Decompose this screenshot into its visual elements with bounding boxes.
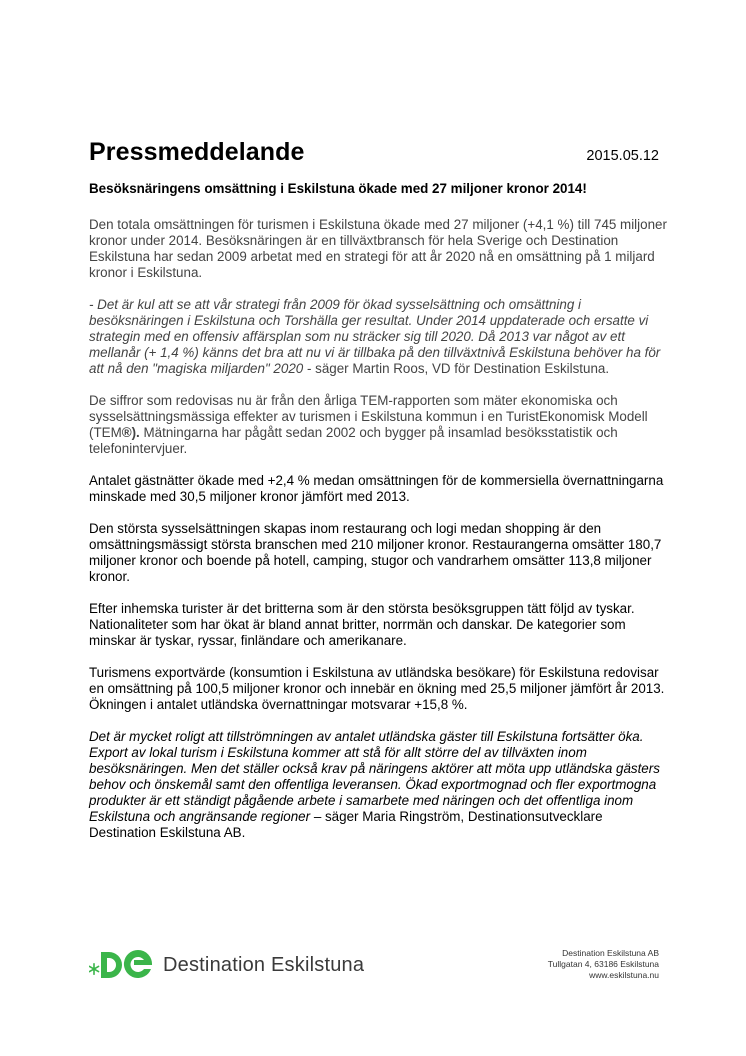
tem-mark: ®). (121, 425, 140, 440)
company-address (548, 948, 659, 981)
paragraph-tem (89, 393, 669, 457)
document-title: Pressmeddelande (89, 138, 305, 166)
tem-text: De siffror som redovisas nu är från den årliga TEM-rapporten som mäter ekonomiska och sysselsättningsmässiga effekter av turismen i Eskilstuna kommun i en TuristEkonomisk Modell (TEM (89, 393, 648, 440)
paragraph-nationalities: Efter inhemska turister är det britterna som är den största besöksgruppen tätt följd av tyskar. Nationaliteter som har ökat är bland annat britter, norrmän och danskar. De kategorier som minskar är tyskar, ryssar, finländare och amerikanare. (89, 601, 635, 648)
headline: Besöksnäringens omsättning i Eskilstuna ökade med 27 miljoner kronor 2014! (89, 181, 587, 196)
document-date: 2015.05.12 (586, 148, 659, 164)
tem-text-cont: Mätningarna har pågått sedan 2002 och bygger på insamlad besöksstatistik och telefonintervjuer. (89, 425, 618, 456)
footer (89, 946, 659, 986)
logo-text: Destination Eskilstuna (163, 954, 365, 976)
paragraph-export: Turismens exportvärde (konsumtion i Eskilstuna av utländska besökare) för Eskilstuna redovisar en omsättning på 100,5 miljoner kronor och innebär en ökning med 25,5 miljoner jämfört år 2013. Ökningen i antalet utländska övernattningar motsvarar +15,8 %. (89, 665, 665, 712)
de-logo-icon (89, 946, 155, 978)
paragraph-quote-maria (89, 729, 669, 841)
paragraph-intro: Den totala omsättningen för turismen i Eskilstuna ökade med 27 miljoner (+4,1 %) till 745 miljoner kronor under 2014. Besöksnäringen är en tillväxtbransch för hela Sverige och Destination Eskilstuna har sedan 2009 arbetat med en strategi för att år 2020 nå en omsättning på 1 miljard kronor i Eskilstuna. (89, 217, 667, 280)
quote-attribution: - säger Martin Roos, VD för Destination Eskilstuna. (303, 361, 610, 376)
address-company: Destination Eskilstuna AB (562, 948, 659, 958)
paragraph-quote-martin (89, 297, 669, 377)
document-header (89, 138, 659, 167)
quote-attribution: – säger Maria Ringström, Destinationsutvecklare Destination Eskilstuna AB. (89, 809, 603, 840)
paragraph-employment: Den största sysselsättningen skapas inom restaurang och logi medan shopping är den omsättningsmässigt största branschen med 210 miljoner kronor. Restaurangerna omsätter 180,7 miljoner kronor och boende på hotell, camping, stugor och vandrarhem omsätter 113,8 miljoner kronor. (89, 521, 662, 584)
paragraph-guest-nights: Antalet gästnätter ökade med +2,4 % medan omsättningen för de kommersiella övernattningarna minskade med 30,5 miljoner kronor jämfört med 2013. (89, 473, 664, 504)
address-street: Tullgatan 4, 63186 Eskilstuna (547, 959, 659, 969)
quote-text: Det är mycket roligt att tillströmningen av antalet utländska gäster till Eskilstuna fortsätter öka. Export av lokal turism i Eskilstuna kommer att stå för allt större del av tillväxten inom besöksnäringen. Men det ställer också krav på näringens aktörer att möta upp utländska gästers behov och önskemål samt den offentliga leveransen. Ökad exportmognad och fler exportmogna produkter är ett ständigt pågående arbete i samarbete med näringen och det offentliga inom Eskilstuna och angränsande regioner (89, 729, 660, 824)
document-body (89, 181, 669, 857)
address-website: www.eskilstuna.nu (589, 970, 659, 980)
quote-text: - Det är kul att se att vår strategi från 2009 för ökad sysselsättning och omsättning i besöksnäringen i Eskilstuna och Torshälla ger resultat. Under 2014 uppdaterade och ersatte vi strategin med en offensiv affärsplan som nu sträcker sig till 2020. Då 2013 var något av ett mellanår (+ 1,4 %) känns det bra att nu vi är tillbaka på den tillväxtnivå Eskilstuna behöver ha för att nå den "magiska miljarden" 2020 (89, 297, 661, 376)
destination-eskilstuna-logo (89, 946, 364, 978)
